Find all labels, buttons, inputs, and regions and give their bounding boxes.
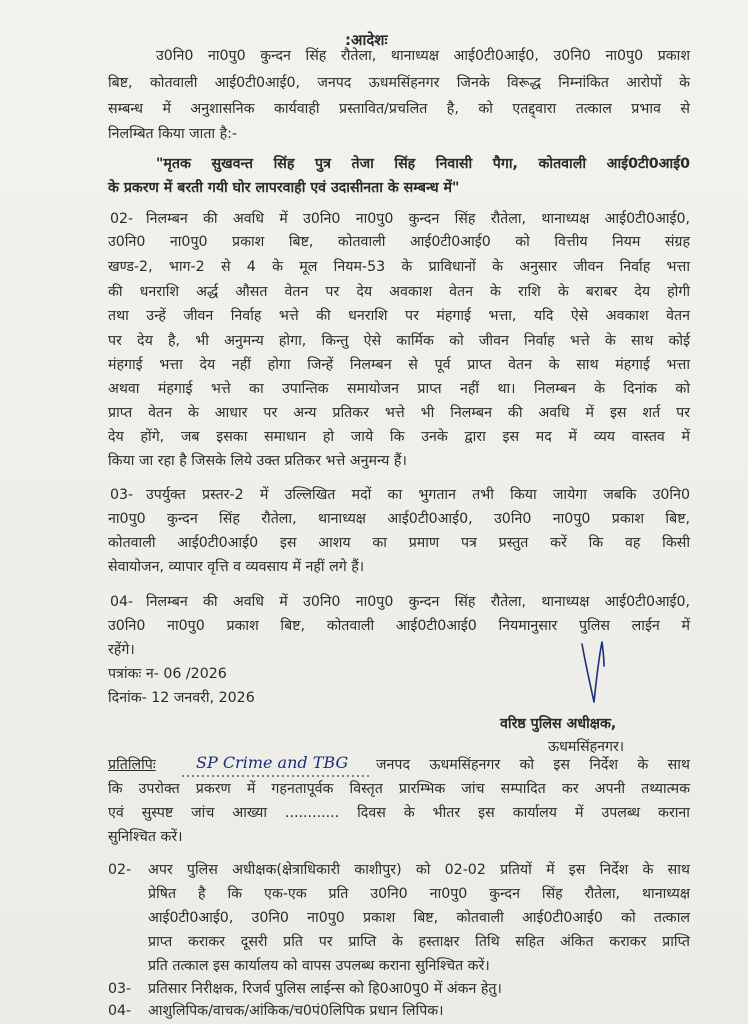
letter-number: पत्रांकः न- 06 /2026 bbox=[108, 666, 227, 682]
para-2-line: पर देय है, भी अनुमन्य होगा, किन्तु ऐसे कार्मिक को जीवन निर्वाह भत्ते के साथ कोई bbox=[108, 333, 690, 349]
charge-line: के प्रकरण में बरती गयी घोर लापरवाही एवं उदासीनता के सम्बन्ध में" bbox=[108, 180, 460, 196]
para-2-line: की धनराशि अर्द्ध औसत वेतन पर देय अवकाश वेतन के राशि के बराबर देय होगी bbox=[108, 284, 690, 300]
copy-2-number: 02- bbox=[108, 862, 132, 878]
copy-4-number: 04- bbox=[108, 1003, 132, 1019]
intro-line: निलम्बित किया जाता है:- bbox=[108, 126, 238, 142]
copy-2-line: प्राप्त कराकर दूसरी प्रति पर प्राप्ति के हस्ताक्षर तिथि सहित अंकित कराकर प्राप्ति bbox=[148, 934, 690, 950]
para-3-line: सेवायोजन, व्यापार वृत्ति व व्यवसाय में नहीं लगे हैं। bbox=[108, 559, 365, 575]
copy-3-number: 03- bbox=[108, 981, 132, 997]
para-3-number: 03- bbox=[110, 487, 134, 503]
para-2-line: तथा उन्हें जीवन निर्वाह भत्ते की धनराशि पर मंहगाई भत्ता, यदि ऐसे अवकाश वेतन bbox=[108, 308, 690, 324]
para-4-line: रहेंगे। bbox=[108, 642, 135, 658]
para-2-line: प्राप्त वेतन के आधार पर अन्य प्रतिकर भत्ते भी निलम्बन की अवधि में इस शर्त पर bbox=[108, 405, 690, 421]
para-3-line: कोतवाली आई0टी0आई0 इस आशय का प्रमाण पत्र प्रस्तुत करें कि वह किसी bbox=[108, 535, 690, 551]
copy-line: कि उपरोक्त प्रकरण में गहनतापूर्वक विस्तृत प्रारम्भिक जांच सम्पादित कर अपनी तथ्यात्मक bbox=[108, 781, 690, 797]
para-4-number: 04- bbox=[110, 594, 134, 610]
copy-2-line: प्रति तत्काल इस कार्यालय को वापस उपलब्ध कराना सुनिश्चित करें। bbox=[148, 958, 490, 974]
para-2-line: किया जा रहा है जिसके लिये उक्त प्रतिकर भत्ते अनुमन्य हैं। bbox=[108, 453, 407, 469]
copy-dotted-line bbox=[182, 773, 372, 779]
copy-4-line: आशुलिपिक/वाचक/आंकिक/च0पं0लिपिक प्रधान लिपिक। bbox=[148, 1003, 444, 1019]
signatory-title: वरिष्ठ पुलिस अधीक्षक, bbox=[500, 716, 617, 732]
letter-date: दिनांक- 12 जनवरी, 2026 bbox=[108, 690, 255, 706]
copy-2-line: आई0टी0आई0, उ0नि0 ना0पु0 प्रकाश बिष्ट, कोतवाली आई0टी0आई0 को तत्काल bbox=[148, 910, 690, 926]
charge-line: "मृतक सुखवन्त सिंह पुत्र तेजा सिंह निवासी पैगा, कोतवाली आई0टी0आई0 bbox=[156, 156, 690, 172]
para-2-number: 02- bbox=[110, 211, 134, 227]
copy-line: सुनिश्चित करें। bbox=[108, 829, 183, 845]
para-3-line: ना0पु0 कुन्दन सिंह रौतेला, थानाध्यक्ष आई0टी0आई0, उ0नि0 ना0पु0 प्रकाश बिष्ट, bbox=[108, 511, 690, 527]
para-2-line: मंहगाई भत्ता देय नहीं होगा जिन्हें निलम्बन से पूर्व प्राप्त वेतन के साथ मंहगाई भत्ता bbox=[108, 357, 690, 373]
copy-3-line: प्रतिसार निरीक्षक, रिजर्व पुलिस लाईन्स को हि0आ0पु0 में अंकन हेतु। bbox=[148, 981, 502, 997]
signatory-place: ऊधमसिंहनगर। bbox=[548, 739, 625, 755]
order-heading: :आदेशः bbox=[345, 31, 388, 49]
copy-handwritten-recipient: SP Crime and TBG bbox=[196, 753, 349, 772]
intro-line: उ0नि0 ना0पु0 कुन्दन सिंह रौतेला, थानाध्यक्ष आई0टी0आई0, उ0नि0 ना0पु0 प्रकाश bbox=[156, 48, 690, 64]
copy-label: प्रतिलिपिः bbox=[108, 757, 156, 773]
intro-line: बिष्ट, कोतवाली आई0टी0आई0, जनपद ऊधमसिंहनगर जिनके विरूद्ध निम्नांकित आरोपों के bbox=[108, 75, 690, 91]
signature-mark bbox=[576, 636, 616, 706]
copy-2-line: अपर पुलिस अधीक्षक(क्षेत्राधिकारी काशीपुर) को 02-02 प्रतियों में इस निर्देश के साथ bbox=[148, 862, 690, 878]
para-4-line: उ0नि0 ना0पु0 प्रकाश बिष्ट, कोतवाली आई0टी0आई0 नियमानुसार पुलिस लाईन में bbox=[108, 618, 690, 634]
intro-line: सम्बन्ध में अनुशासनिक कार्यवाही प्रस्तावित/प्रचलित है, को एतद्द्वारा तत्काल प्रभाव से bbox=[108, 101, 690, 117]
copy-line: एवं सुस्पष्ट जांच आख्या ............ दिवस के भीतर इस कार्यालय में उपलब्ध कराना bbox=[108, 805, 690, 821]
para-4-line: निलम्बन की अवधि में उ0नि0 ना0पु0 कुन्दन सिंह रौतेला, थानाध्यक्ष आई0टी0आई0, bbox=[146, 594, 690, 610]
copy-line: जनपद ऊधमसिंहनगर को इस निर्देश के साथ bbox=[376, 757, 690, 773]
para-2-line: खण्ड-2, भाग-2 से 4 के मूल नियम-53 के प्राविधानों के अनुसार जीवन निर्वाह भत्ता bbox=[108, 259, 690, 275]
para-2-line: उ0नि0 ना0पु0 प्रकाश बिष्ट, कोतवाली आई0टी0आई0 को वित्तीय नियम संग्रह bbox=[108, 234, 690, 250]
para-3-line: उपर्युक्त प्रस्तर-2 में उल्लिखित मदों का भुगतान तभी किया जायेगा जबकि उ0नि0 bbox=[146, 487, 690, 503]
para-2-line: देय होंगे, जब इसका समाधान हो जाये कि उनके द्वारा इस मद में व्यय वास्तव में bbox=[108, 429, 690, 445]
para-2-line: निलम्बन की अवधि में उ0नि0 ना0पु0 कुन्दन सिंह रौतेला, थानाध्यक्ष आई0टी0आई0, bbox=[146, 211, 690, 227]
copy-2-line: प्रेषित है कि एक-एक प्रति उ0नि0 ना0पु0 कुन्दन सिंह रौतेला, थानाध्यक्ष bbox=[148, 886, 690, 902]
para-2-line: अथवा मंहगाई भत्ते का उपान्तिक समायोजन प्राप्त नहीं था। निलम्बन के दिनांक को bbox=[108, 381, 690, 397]
